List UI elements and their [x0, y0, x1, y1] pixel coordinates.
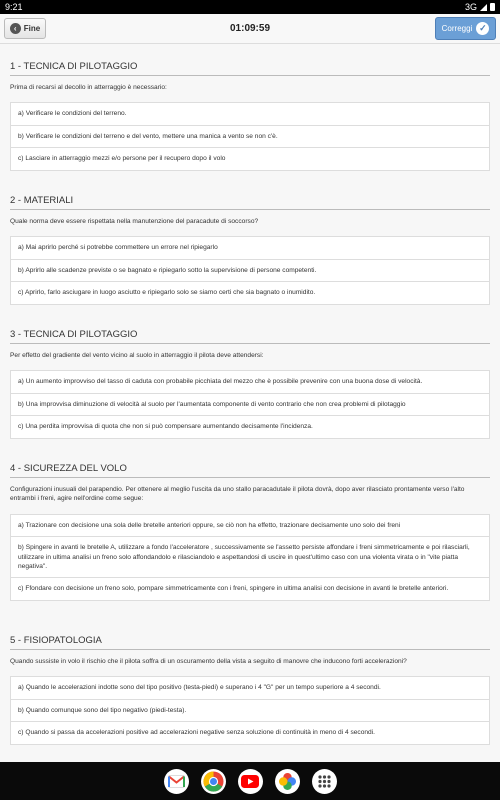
answer-option[interactable]: b) Verificare le condizioni del terreno e del vento, mettere una manica a vento se non c'è.: [11, 126, 489, 148]
answer-list: [10, 676, 490, 744]
answer-option[interactable]: c) Lasciare in atterraggio mezzi e/o persone per il recupero dopo il volo: [18, 155, 226, 163]
answer-list: [10, 370, 490, 438]
status-icons: [465, 2, 495, 12]
correggi-button[interactable]: [435, 17, 496, 40]
answer-option[interactable]: a) Mai aprirlo perché si potrebbe commettere un errore nel ripiegarlo: [11, 237, 489, 259]
app-dock: [0, 762, 500, 800]
question-4: [10, 463, 490, 601]
question-text: Configurazioni inusuali del parapendio. Per ottenere al meglio l'uscita da uno stallo paracadutale il pilota dovrà, dopo aver rilasciato prontamente verso l'alto entrambi i freni, agire nell'ordine come segue:: [10, 486, 465, 503]
answer-option[interactable]: b) Spingere in avanti le bretelle A, utilizzare a fondo l'acceleratore , successivamente se l'assetto persiste affondare i freni simmetricamente e poi rilasciarli, utilizzare in ultima analisi un freno solo affondandolo e rilasciandolo e aspettandosi di uscire in quest'ultimo caso con una violenta virata o in "vite piatta negativa".: [11, 537, 489, 578]
youtube-icon[interactable]: [238, 769, 263, 794]
answer-option[interactable]: c) Aprirlo, farlo asciugare in luogo asciutto e ripiegarlo solo se siamo certi che sia bagnato o inumidito.: [18, 289, 316, 297]
fine-label: Fine: [23, 24, 41, 33]
answer-option[interactable]: c) Ffondare con decisione un freno solo, pompare simmetricamente con i freni, spingere in ultima analisi con decisione in avanti le bretelle anteriori.: [18, 585, 449, 593]
network-type: 3G: [464, 2, 477, 12]
question-title: 3 - TECNICA DI PILOTAGGIO: [10, 329, 490, 344]
answer-option[interactable]: b) Una improvvisa diminuzione di velocità al suolo per l'aumentata componente di vento contrario che non crea problemi di pilotaggio: [11, 394, 489, 416]
timer: 01:09:59: [229, 23, 271, 34]
answer-option[interactable]: b) Quando comunque sono del tipo negativo (piedi-testa).: [11, 700, 489, 722]
question-text: Quale norma deve essere rispettata nella manutenzione del paracadute di soccorso?: [10, 218, 259, 225]
app-drawer-icon[interactable]: [312, 769, 337, 794]
question-text: Quando sussiste in volo il rischio che il pilota soffra di un oscuramento della vista a seguito di manovre che inducono forti accelerazioni?: [10, 658, 407, 665]
question-2: [10, 195, 490, 305]
question-title: 5 - FISIOPATOLOGIA: [10, 635, 490, 650]
check-icon: ✓: [476, 22, 489, 35]
answer-list: [10, 102, 490, 170]
question-5: [10, 635, 490, 745]
answer-option[interactable]: a) Trazionare con decisione una sola delle bretelle anteriori oppure, se ciò non ha effetto, trazionare decisamente uno solo dei freni: [11, 515, 489, 537]
question-3: [10, 329, 490, 439]
quiz-content: [0, 45, 500, 762]
question-title: 4 - SICUREZZA DEL VOLO: [10, 463, 490, 478]
back-arrow-icon: ‹: [10, 23, 21, 34]
question-title: 2 - MATERIALI: [10, 195, 490, 210]
answer-option[interactable]: a) Quando le accelerazioni indotte sono del tipo positivo (testa-piedi) e superano i 4 "G" per un tempo superiore a 4 secondi.: [11, 677, 489, 699]
chrome-icon[interactable]: [201, 769, 226, 794]
answer-list: [10, 236, 490, 304]
question-text: Per effetto del gradiente del vento vicino al suolo in atterraggio il pilota deve attendersi:: [10, 352, 264, 359]
question-text: Prima di recarsi al decollo in atterraggio è necessario:: [10, 84, 167, 91]
photos-icon[interactable]: [275, 769, 300, 794]
answer-option[interactable]: a) Verificare le condizioni del terreno.: [11, 103, 489, 125]
gmail-icon[interactable]: [164, 769, 189, 794]
correggi-label: Correggi: [441, 24, 473, 33]
question-1: [10, 61, 490, 171]
status-time: 9:21: [5, 2, 23, 12]
answer-list: [10, 514, 490, 601]
fine-button[interactable]: [4, 18, 46, 39]
quiz-toolbar: [0, 14, 500, 44]
answer-option[interactable]: a) Un aumento improvviso del tasso di caduta con probabile picchiata del mezzo che è possibile prevenire con una buona dose di velocità.: [11, 371, 489, 393]
answer-option[interactable]: c) Una perdita improvvisa di quota che non si può compensare aumentando decisamente l'incidenza.: [18, 423, 313, 431]
battery-icon: [490, 3, 495, 11]
signal-icon: [480, 4, 487, 11]
answer-option[interactable]: b) Aprirlo alle scadenze previste o se bagnato e ripiegarlo sotto la supervisione di persone competenti.: [11, 260, 489, 282]
answer-option[interactable]: c) Quando si passa da accelerazioni positive ad accelerazioni negative senza soluzione di continuità in meno di 4 secondi.: [18, 729, 376, 737]
question-title: 1 - TECNICA DI PILOTAGGIO: [10, 61, 490, 76]
status-bar: [0, 0, 500, 14]
